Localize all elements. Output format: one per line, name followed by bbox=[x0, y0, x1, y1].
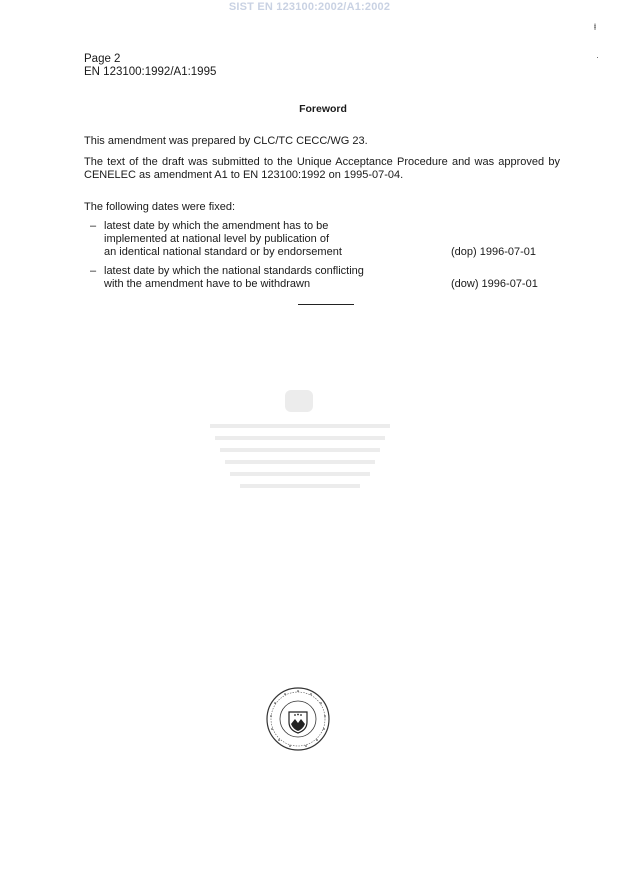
paragraph-dates-intro: The following dates were fixed: bbox=[84, 201, 236, 213]
foreword-title: Foreword bbox=[299, 103, 347, 115]
end-rule bbox=[298, 304, 354, 305]
page-header bbox=[84, 53, 216, 79]
official-seal-icon bbox=[265, 686, 331, 752]
list-item-line: latest date by which the amendment has to be bbox=[104, 220, 329, 232]
corner-mark: ⱡ bbox=[594, 22, 596, 32]
list-dash: – bbox=[90, 220, 97, 232]
list-item-line: latest date by which the national standards conflicting bbox=[104, 265, 364, 277]
date-dow: (dow) 1996-07-01 bbox=[451, 278, 538, 290]
date-dop: (dop) 1996-07-01 bbox=[451, 246, 537, 258]
list-item-line: implemented at national level by publication of bbox=[104, 233, 330, 245]
document-reference: EN 123100:1992/A1:1995 bbox=[84, 66, 217, 78]
paragraph-approval: The text of the draft was submitted to the Unique Acceptance Procedure and was approved by CENELEC as amendment A1 to EN 123100:1992 on 1995-07-04. bbox=[84, 156, 560, 181]
list-item-line: an identical national standard or by endorsement bbox=[104, 246, 342, 258]
paragraph-prepared-by: This amendment was prepared by CLC/TC CECC/WG 23. bbox=[84, 135, 368, 147]
list-item-line: with the amendment have to be withdrawn bbox=[104, 278, 311, 290]
watermark: SIST EN 123100:2002/A1:2002 bbox=[228, 1, 391, 13]
list-dash: – bbox=[90, 265, 97, 277]
corner-dot: · bbox=[596, 52, 599, 62]
page-number: Page 2 bbox=[84, 53, 121, 65]
bleed-through-texture bbox=[200, 390, 400, 500]
